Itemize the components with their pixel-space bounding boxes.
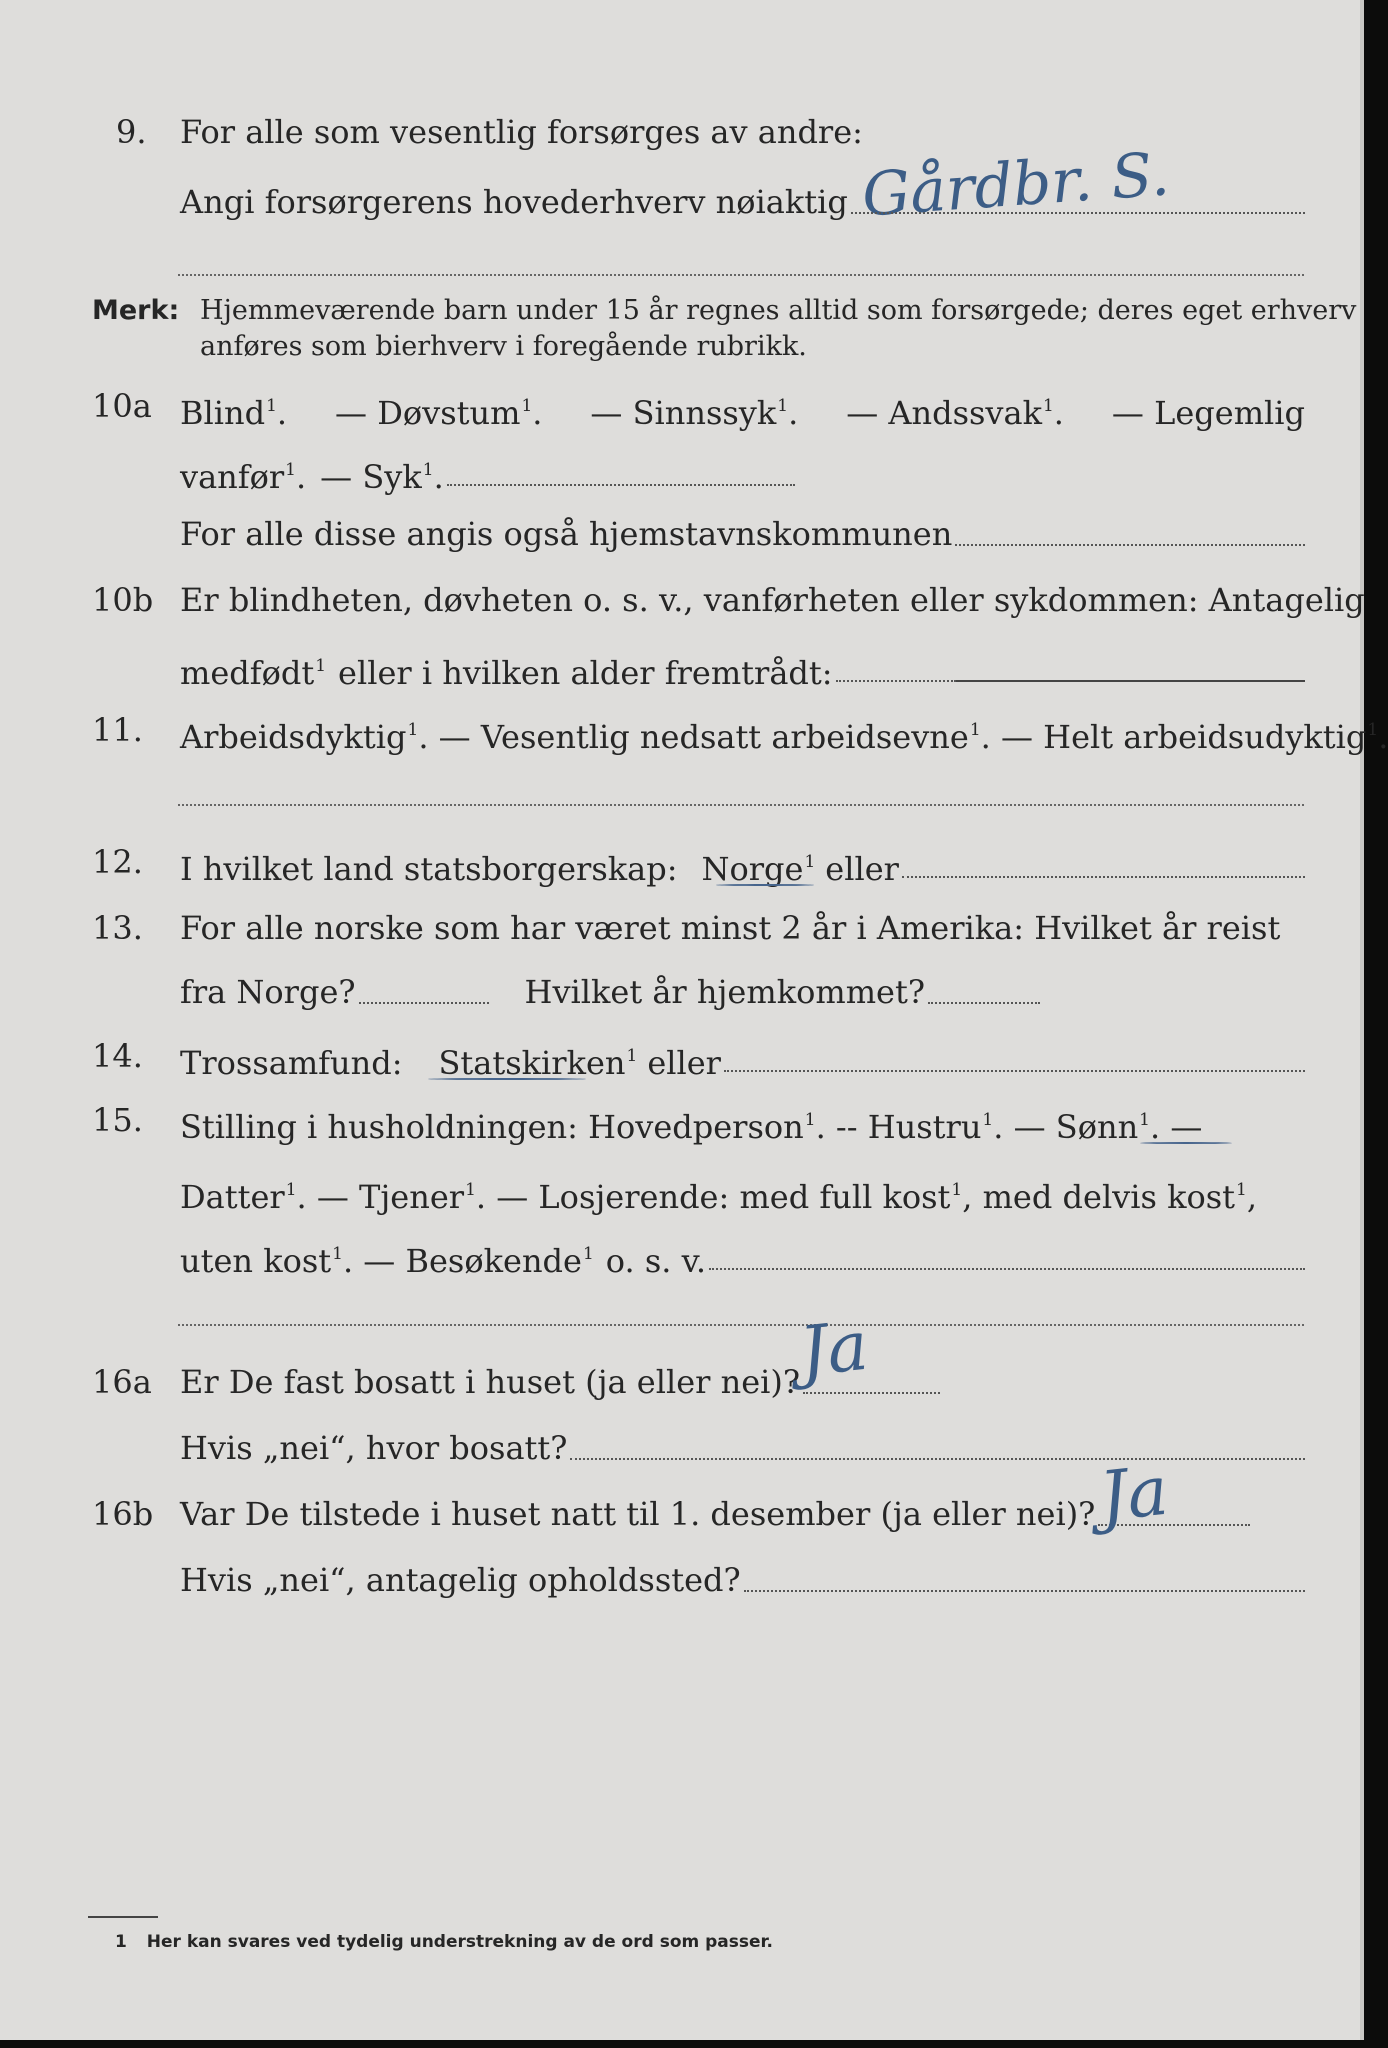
q16a-answer-line[interactable] bbox=[803, 1392, 940, 1394]
q16b-line1 bbox=[180, 1494, 1250, 1534]
option-full-kost[interactable]: . — Losjerende: med full kost$^1$ bbox=[475, 1178, 963, 1216]
q13-reist-label: fra Norge? bbox=[180, 973, 356, 1011]
footnote-divider bbox=[88, 1916, 158, 1918]
q15-osv: o. s. v. bbox=[605, 1242, 707, 1280]
q10a-line3 bbox=[180, 514, 1305, 554]
q10b-answer-dots[interactable] bbox=[836, 680, 956, 682]
q10a-line1 bbox=[180, 386, 1305, 433]
option-dovstum[interactable]: — Døvstum$^1$. bbox=[335, 394, 543, 432]
option-tjener[interactable]: . — Tjener$^1$ bbox=[296, 1178, 476, 1216]
q13-line1-text: For alle norske som har været minst 2 år i Amerika: Hvilket år reist bbox=[180, 909, 1281, 947]
q16b-opholdssted-line[interactable] bbox=[744, 1590, 1305, 1592]
merk-line2: anføres som bierhverv i foregående rubrikk. bbox=[200, 331, 807, 362]
q12-tail: eller bbox=[825, 850, 899, 888]
q15-answer-line[interactable] bbox=[709, 1268, 1305, 1270]
q15-line2-tail: , bbox=[1246, 1178, 1258, 1216]
q15-line1 bbox=[180, 1100, 1310, 1147]
q16b-line1-text: Var De tilstede i huset natt til 1. desember (ja eller nei)? bbox=[180, 1495, 1096, 1533]
option-sinnssyk[interactable]: — Sinnssyk$^1$. bbox=[590, 394, 799, 432]
q16a-number: 16a bbox=[92, 1363, 152, 1401]
statskirken-handwritten-underline bbox=[428, 1078, 586, 1080]
q10a-syk-line[interactable] bbox=[447, 484, 795, 486]
option-norge[interactable]: Norge$^1$ bbox=[701, 850, 816, 888]
option-udyktig[interactable]: . — Helt arbeidsudyktig$^1$. bbox=[980, 718, 1388, 756]
q16b-handwritten-answer: Ja bbox=[1096, 1451, 1172, 1538]
option-sonn[interactable]: . — Sønn$^1$ bbox=[993, 1108, 1150, 1146]
q13-reist-line[interactable] bbox=[359, 1002, 489, 1004]
q9-number: 9. bbox=[116, 113, 147, 151]
q10a-line2 bbox=[180, 450, 795, 497]
q16a-bosatt-line[interactable] bbox=[570, 1458, 1305, 1460]
q16b-number: 16b bbox=[92, 1495, 154, 1533]
option-arbeidsdyktig[interactable]: Arbeidsdyktig$^1$ bbox=[180, 718, 419, 756]
q15-extra-line[interactable] bbox=[178, 1324, 1304, 1326]
q11-line bbox=[180, 710, 1388, 757]
q10b-line1 bbox=[180, 580, 1365, 620]
option-uten-kost[interactable]: uten kost$^1$ bbox=[180, 1242, 343, 1280]
q13-line2 bbox=[180, 972, 1040, 1012]
norge-handwritten-underline bbox=[716, 884, 814, 886]
q16a-line2-text: Hvis „nei“, hvor bosatt? bbox=[180, 1429, 568, 1467]
q16a-handwritten-answer: Ja bbox=[796, 1306, 872, 1393]
option-syk[interactable]: — Syk$^1$. bbox=[320, 458, 444, 496]
option-blind[interactable]: Blind$^1$. bbox=[180, 394, 288, 432]
q16b-line2 bbox=[180, 1560, 1305, 1600]
option-delvis-kost[interactable]: , med delvis kost$^1$ bbox=[962, 1178, 1247, 1216]
footnote bbox=[115, 1930, 773, 1954]
q13-hjemkommet-line[interactable] bbox=[928, 1002, 1040, 1004]
q14-answer-line[interactable] bbox=[724, 1070, 1305, 1072]
q13-line1 bbox=[180, 908, 1305, 948]
q9-answer-line[interactable] bbox=[851, 212, 1305, 214]
q12-line bbox=[180, 842, 1305, 889]
option-hovedperson[interactable]: Stilling i husholdningen: Hovedperson$^1$ bbox=[180, 1108, 816, 1146]
q13-hjemkommet-label: Hvilket år hjemkommet? bbox=[524, 973, 925, 1011]
option-nedsatt[interactable]: . — Vesentlig nedsatt arbeidsevne$^1$ bbox=[418, 718, 981, 756]
q14-number: 14. bbox=[92, 1037, 143, 1075]
q10b-line1-text: Er blindheten, døvheten o. s. v., vanførheten eller sykdommen: Antagelig bbox=[180, 581, 1365, 619]
q9-handwritten-answer: Gårdbr. S. bbox=[859, 139, 1172, 231]
option-andssvak[interactable]: — Andssvak$^1$. bbox=[846, 394, 1064, 432]
q11-number: 11. bbox=[92, 711, 143, 749]
q14-tail: eller bbox=[647, 1044, 721, 1082]
footnote-text: Her kan svares ved tydelig understrekning av de ord som passer. bbox=[146, 1932, 773, 1952]
q10b-line2-text: eller i hvilken alder fremtrådt: bbox=[338, 654, 833, 692]
q13-number: 13. bbox=[92, 909, 143, 947]
q14-line bbox=[180, 1036, 1305, 1083]
q10b-line2 bbox=[180, 646, 1305, 693]
q12-text: I hvilket land statsborgerskap: bbox=[180, 850, 678, 888]
option-besokende[interactable]: . — Besøkende$^1$ bbox=[342, 1242, 594, 1280]
option-datter[interactable]: Datter$^1$ bbox=[180, 1178, 297, 1216]
q16a-line1-text: Er De fast bosatt i huset (ja eller nei)? bbox=[180, 1363, 801, 1401]
option-vanfor[interactable]: vanfør$^1$. bbox=[180, 458, 307, 496]
q10a-line3-text: For alle disse angis også hjemstavnskommunen bbox=[180, 515, 953, 553]
footnote-mark: 1 bbox=[115, 1932, 127, 1952]
q14-text: Trossamfund: bbox=[180, 1044, 403, 1082]
q11-extra-line[interactable] bbox=[178, 804, 1304, 806]
option-medfodt[interactable]: medfødt$^1$ bbox=[180, 654, 327, 692]
q15-number: 15. bbox=[92, 1101, 143, 1139]
q10b-answer-line[interactable] bbox=[956, 680, 1305, 682]
q10a-hjemstavn-line[interactable] bbox=[955, 544, 1305, 546]
q12-number: 12. bbox=[92, 843, 143, 881]
q10a-number: 10a bbox=[92, 387, 152, 425]
sonn-handwritten-underline bbox=[1140, 1142, 1232, 1144]
q9-line1-text: For alle som vesentlig forsørges av andre: bbox=[180, 113, 863, 151]
merk-label: Merk: bbox=[92, 295, 180, 326]
q15-line3 bbox=[180, 1234, 1305, 1281]
option-statskirken[interactable]: Statskirken$^1$ bbox=[438, 1044, 638, 1082]
q16b-line2-text: Hvis „nei“, antagelig opholdssted? bbox=[180, 1561, 741, 1599]
q15-line1-tail: . — bbox=[1150, 1108, 1203, 1146]
q9-extra-line[interactable] bbox=[178, 274, 1304, 276]
option-legemlig[interactable]: — Legemlig bbox=[1111, 394, 1305, 432]
q12-answer-line[interactable] bbox=[902, 876, 1305, 878]
q15-line2 bbox=[180, 1170, 1310, 1217]
merk-line1: Hjemmeværende barn under 15 år regnes alltid som forsørgede; deres eget erhverv bbox=[200, 295, 1357, 326]
option-hustru[interactable]: . -- Hustru$^1$ bbox=[815, 1108, 994, 1146]
q10b-number: 10b bbox=[92, 581, 154, 619]
q9-line2 bbox=[180, 182, 1305, 222]
q9-line2-text: Angi forsørgerens hovederhverv nøiaktig bbox=[180, 183, 848, 221]
